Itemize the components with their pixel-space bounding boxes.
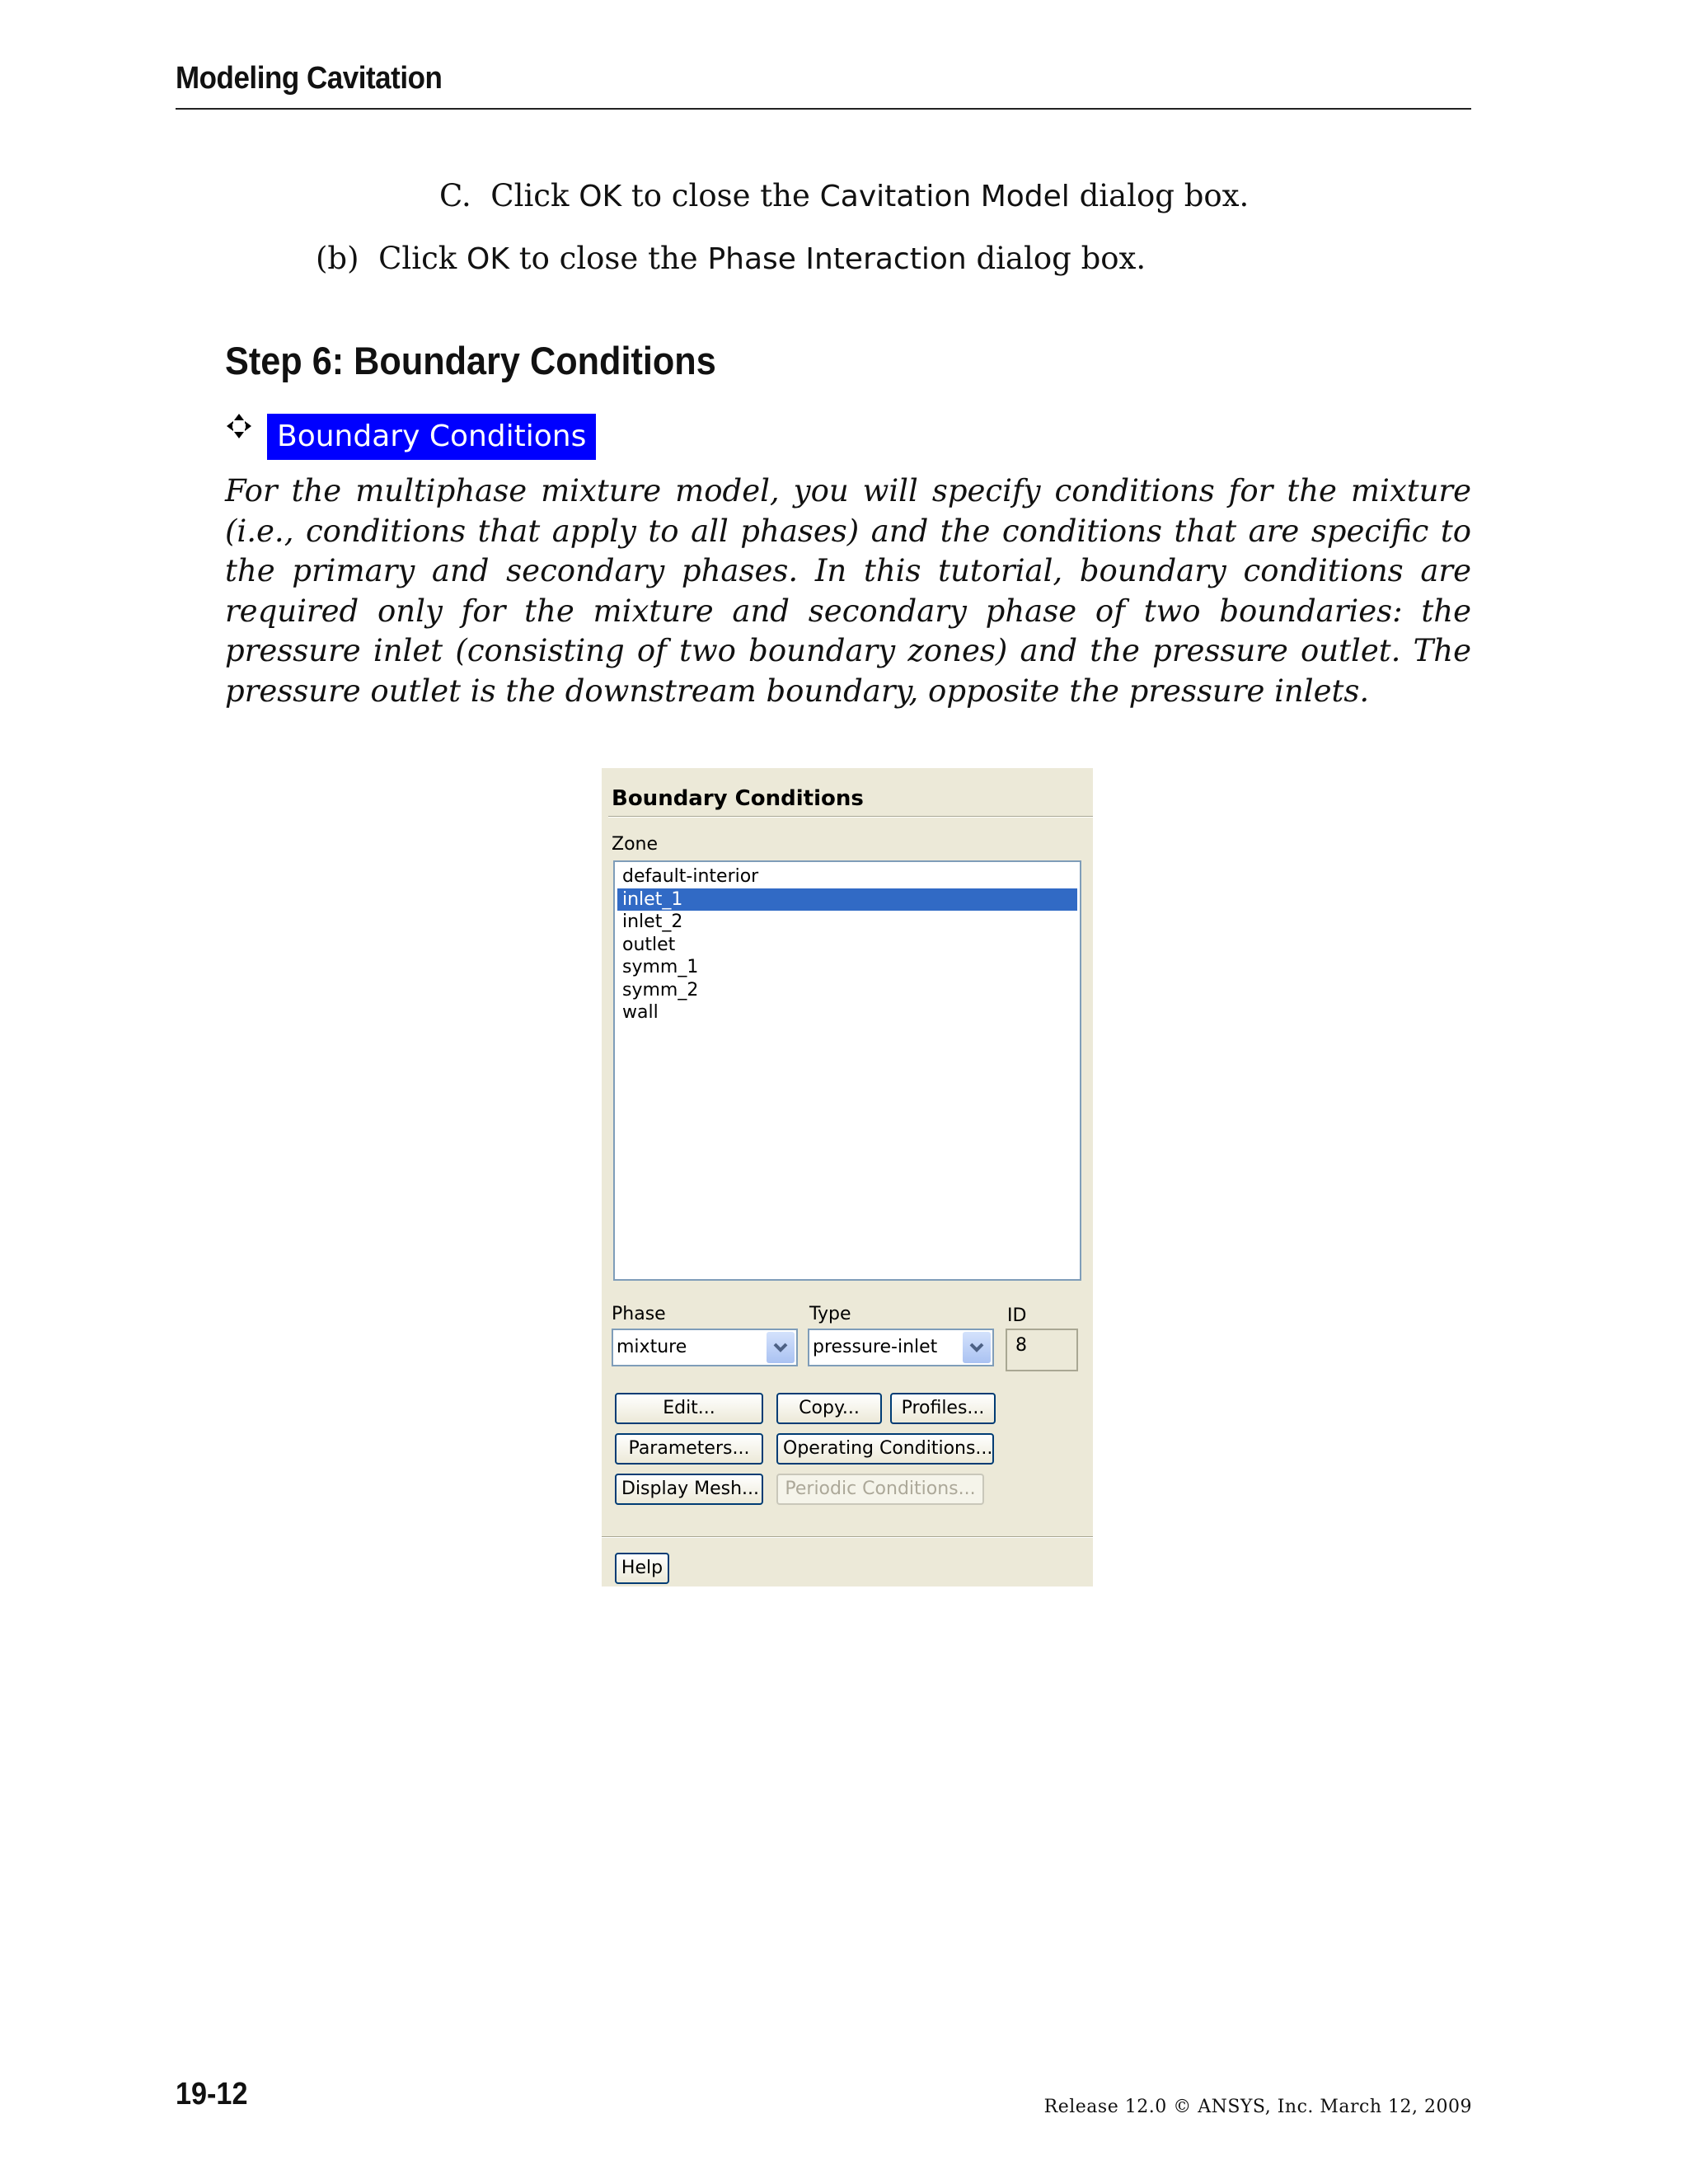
step-c-dialog-name: Cavitation Model [819,180,1070,213]
zone-list[interactable] [613,860,1081,1281]
running-header: Modeling Cavitation [176,61,443,96]
intro-paragraph: For the multiphase mixture model, you will specify conditions for the mixture (i.e., conditions that apply to all phases) and the conditions that are specific to the primary and secondary phases. In this tutorial, boundary conditions are required only for the mixture and secondary phase of two boundaries: the pressure inlet (consisting of two boundary zones) and the pressure outlet. The pressure outlet is the downstream boundary, opposite the pressure inlets. [225,473,1471,709]
step-b-text2: to close the [509,241,708,276]
step-c-number: C. [439,178,471,213]
type-dropdown-value: pressure-inlet [813,1337,938,1357]
step-b-number: (b) [316,241,359,276]
id-field: 8 [1006,1329,1078,1371]
parameters-button[interactable]: Parameters... [615,1433,763,1465]
dialog-title: Boundary Conditions [612,786,864,811]
navigation-arrows-icon [225,412,253,440]
navigation-path: Boundary Conditions [267,414,596,460]
id-label: ID [1007,1305,1027,1326]
step-c-text1: Click [490,178,579,213]
step-b-dialog-name: Phase Interaction [707,242,967,276]
operating-conditions-button[interactable]: Operating Conditions... [776,1433,994,1465]
display-mesh-button[interactable]: Display Mesh... [615,1474,763,1505]
type-label: Type [809,1304,851,1324]
section-heading: Step 6: Boundary Conditions [225,339,716,382]
zone-label: Zone [612,834,659,855]
chevron-down-icon[interactable] [963,1332,991,1363]
phase-label: Phase [612,1304,666,1324]
copy-button[interactable]: Copy... [776,1393,882,1424]
step-b-text3: dialog box. [966,241,1146,276]
step-c-text2: to close the [621,178,820,213]
help-button[interactable]: Help [615,1553,669,1584]
page-number: 19-12 [176,2077,248,2111]
step-b [316,239,1146,279]
step-c-text3: dialog box. [1069,178,1250,213]
zone-list-item[interactable]: symm_1 [622,957,699,977]
zone-list-item[interactable]: outlet [622,934,676,955]
dialog-title-divider [608,816,1093,818]
zone-list-item[interactable]: inlet_2 [622,912,683,932]
phase-dropdown[interactable] [612,1329,798,1366]
periodic-conditions-button[interactable]: Periodic Conditions... [776,1474,984,1505]
zone-list-item[interactable]: symm_2 [622,979,699,1001]
edit-button[interactable]: Edit... [615,1393,763,1424]
step-c-ok: OK [579,180,622,213]
step-b-ok: OK [466,242,509,276]
type-dropdown[interactable] [808,1329,994,1366]
step-c [439,176,1249,217]
release-info: Release 12.0 © ANSYS, Inc. March 12, 2009 [1043,2097,1472,2117]
chevron-down-icon[interactable] [767,1332,795,1363]
zone-list-item[interactable]: default-interior [622,866,759,887]
zone-list-item[interactable]: inlet_1 [617,888,1077,912]
dialog-bottom-divider [602,1536,1093,1538]
phase-dropdown-value: mixture [617,1337,687,1357]
boundary-conditions-dialog [602,768,1093,1586]
step-b-text1: Click [378,241,467,276]
profiles-button[interactable]: Profiles... [890,1393,996,1424]
zone-list-item[interactable]: wall [622,1002,659,1023]
header-rule [176,108,1471,110]
